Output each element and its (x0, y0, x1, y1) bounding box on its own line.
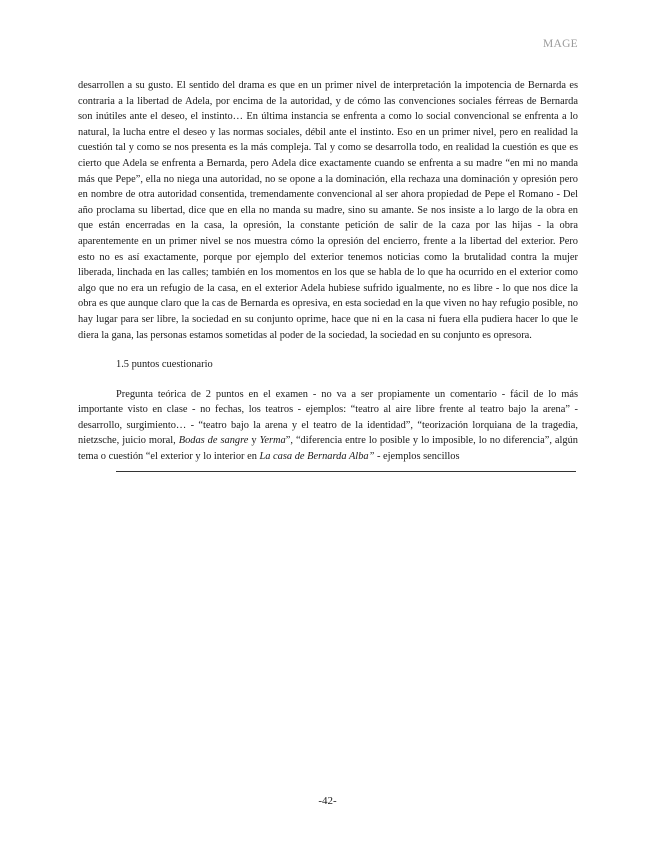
exam-text-part-2: y (248, 435, 260, 447)
exam-text-part-3: ”, “diferencia entre lo posible y lo imposible, lo no diferencia”, algún tema o cuestión “el exterior y lo interior en (78, 435, 578, 463)
separator-line (116, 471, 576, 472)
header-brand: MAGE (542, 38, 578, 50)
title-yerma: Yerma (259, 435, 286, 447)
exam-text-part-1: Pregunta teórica de 2 puntos en el examen - no va a ser propiamente un comentario - fácil de lo más importante visto en clase - no fechas, los teatros - ejemplos: “teatro al aire libre frente al teatro bajo la arena” - desarrollo, surgimiento… - “teatro bajo la arena y el teatro de la identidad”, “teorización lorquiana de la tragedia, nietzsche, juicio moral, (78, 388, 578, 447)
paragraph-exam-question (78, 387, 578, 465)
section-heading: 1.5 puntos cuestionario (116, 359, 213, 371)
document-body (78, 78, 578, 472)
page-number: -42- (318, 795, 337, 807)
paragraph-drama-analysis: desarrollen a su gusto. El sentido del drama es que en un primer nivel de interpretación la impotencia de Bernarda es contraria a la libertad de Adela, por encima de la autoridad, y de cómo las convenciones sociales férreas de Bernarda son inútiles ante el deseo, el instinto… En última instancia se enfrenta a como lo social convencional se enfrenta a lo natural, la lucha entre el deseo y las normas sociales, débil ante el instinto. Eso en un primer nivel, pero en realidad la cuestión tal y como se nos presenta es la más compleja. Tal y como se desarrolla todo, en realidad la cuestión es que es cierto que Adela se enfrenta a Bernarda, pero Adela dice exactamente cuando se enfrenta a su madre “en mi no manda más que Pepe”, ella no niega una autoridad, no se opone a la dominación, ella rechaza una dominación y opresión pero en nombre de otra autoridad consentida, tremendamente convencional al ser ahora propiedad de Pepe el Romano - Del año proclama su libertad, dice que en ella no manda su madre, sino su amante. Se nos insiste a lo largo de la obra en que están encerradas en la casa, la opresión, la constante petición de salir de la caza por las hijas - la obra aparentemente en un primer nivel se nos muestra cómo la opresión del encierro, frente a la libertad del exterior. Pero esto no es así exactamente, porque por ejemplo del exterior tenemos noticias como la brutalidad contra la mujer liberada, linchada en las calles; también en los momentos en los que se habla de lo que ha ocurrido en el exterior como algo que no era un refugio de la casa, en el exterior Adela hubiese sufrido igualmente, no es libre - lo que nos dice la obra es que aunque claro que la cas de Bernarda es opresiva, en esta sociedad en la que viven no hay refugio posible, no hay lugar para ser libre, la sociedad en su conjunto oprime, hace que ni en la casa ni fuera ella pudiera hacer lo que le diera la gana, las personas estamos sometidas al poder de la sociedad, la sociedad en su conjunto es opresora. (78, 80, 578, 341)
exam-text-part-4: - ejemplos sencillos (374, 451, 460, 463)
title-bodas-de-sangre: Bodas de sangre (178, 435, 249, 447)
title-la-casa-de-bernarda-alba: La casa de Bernarda Alba” (259, 451, 375, 463)
